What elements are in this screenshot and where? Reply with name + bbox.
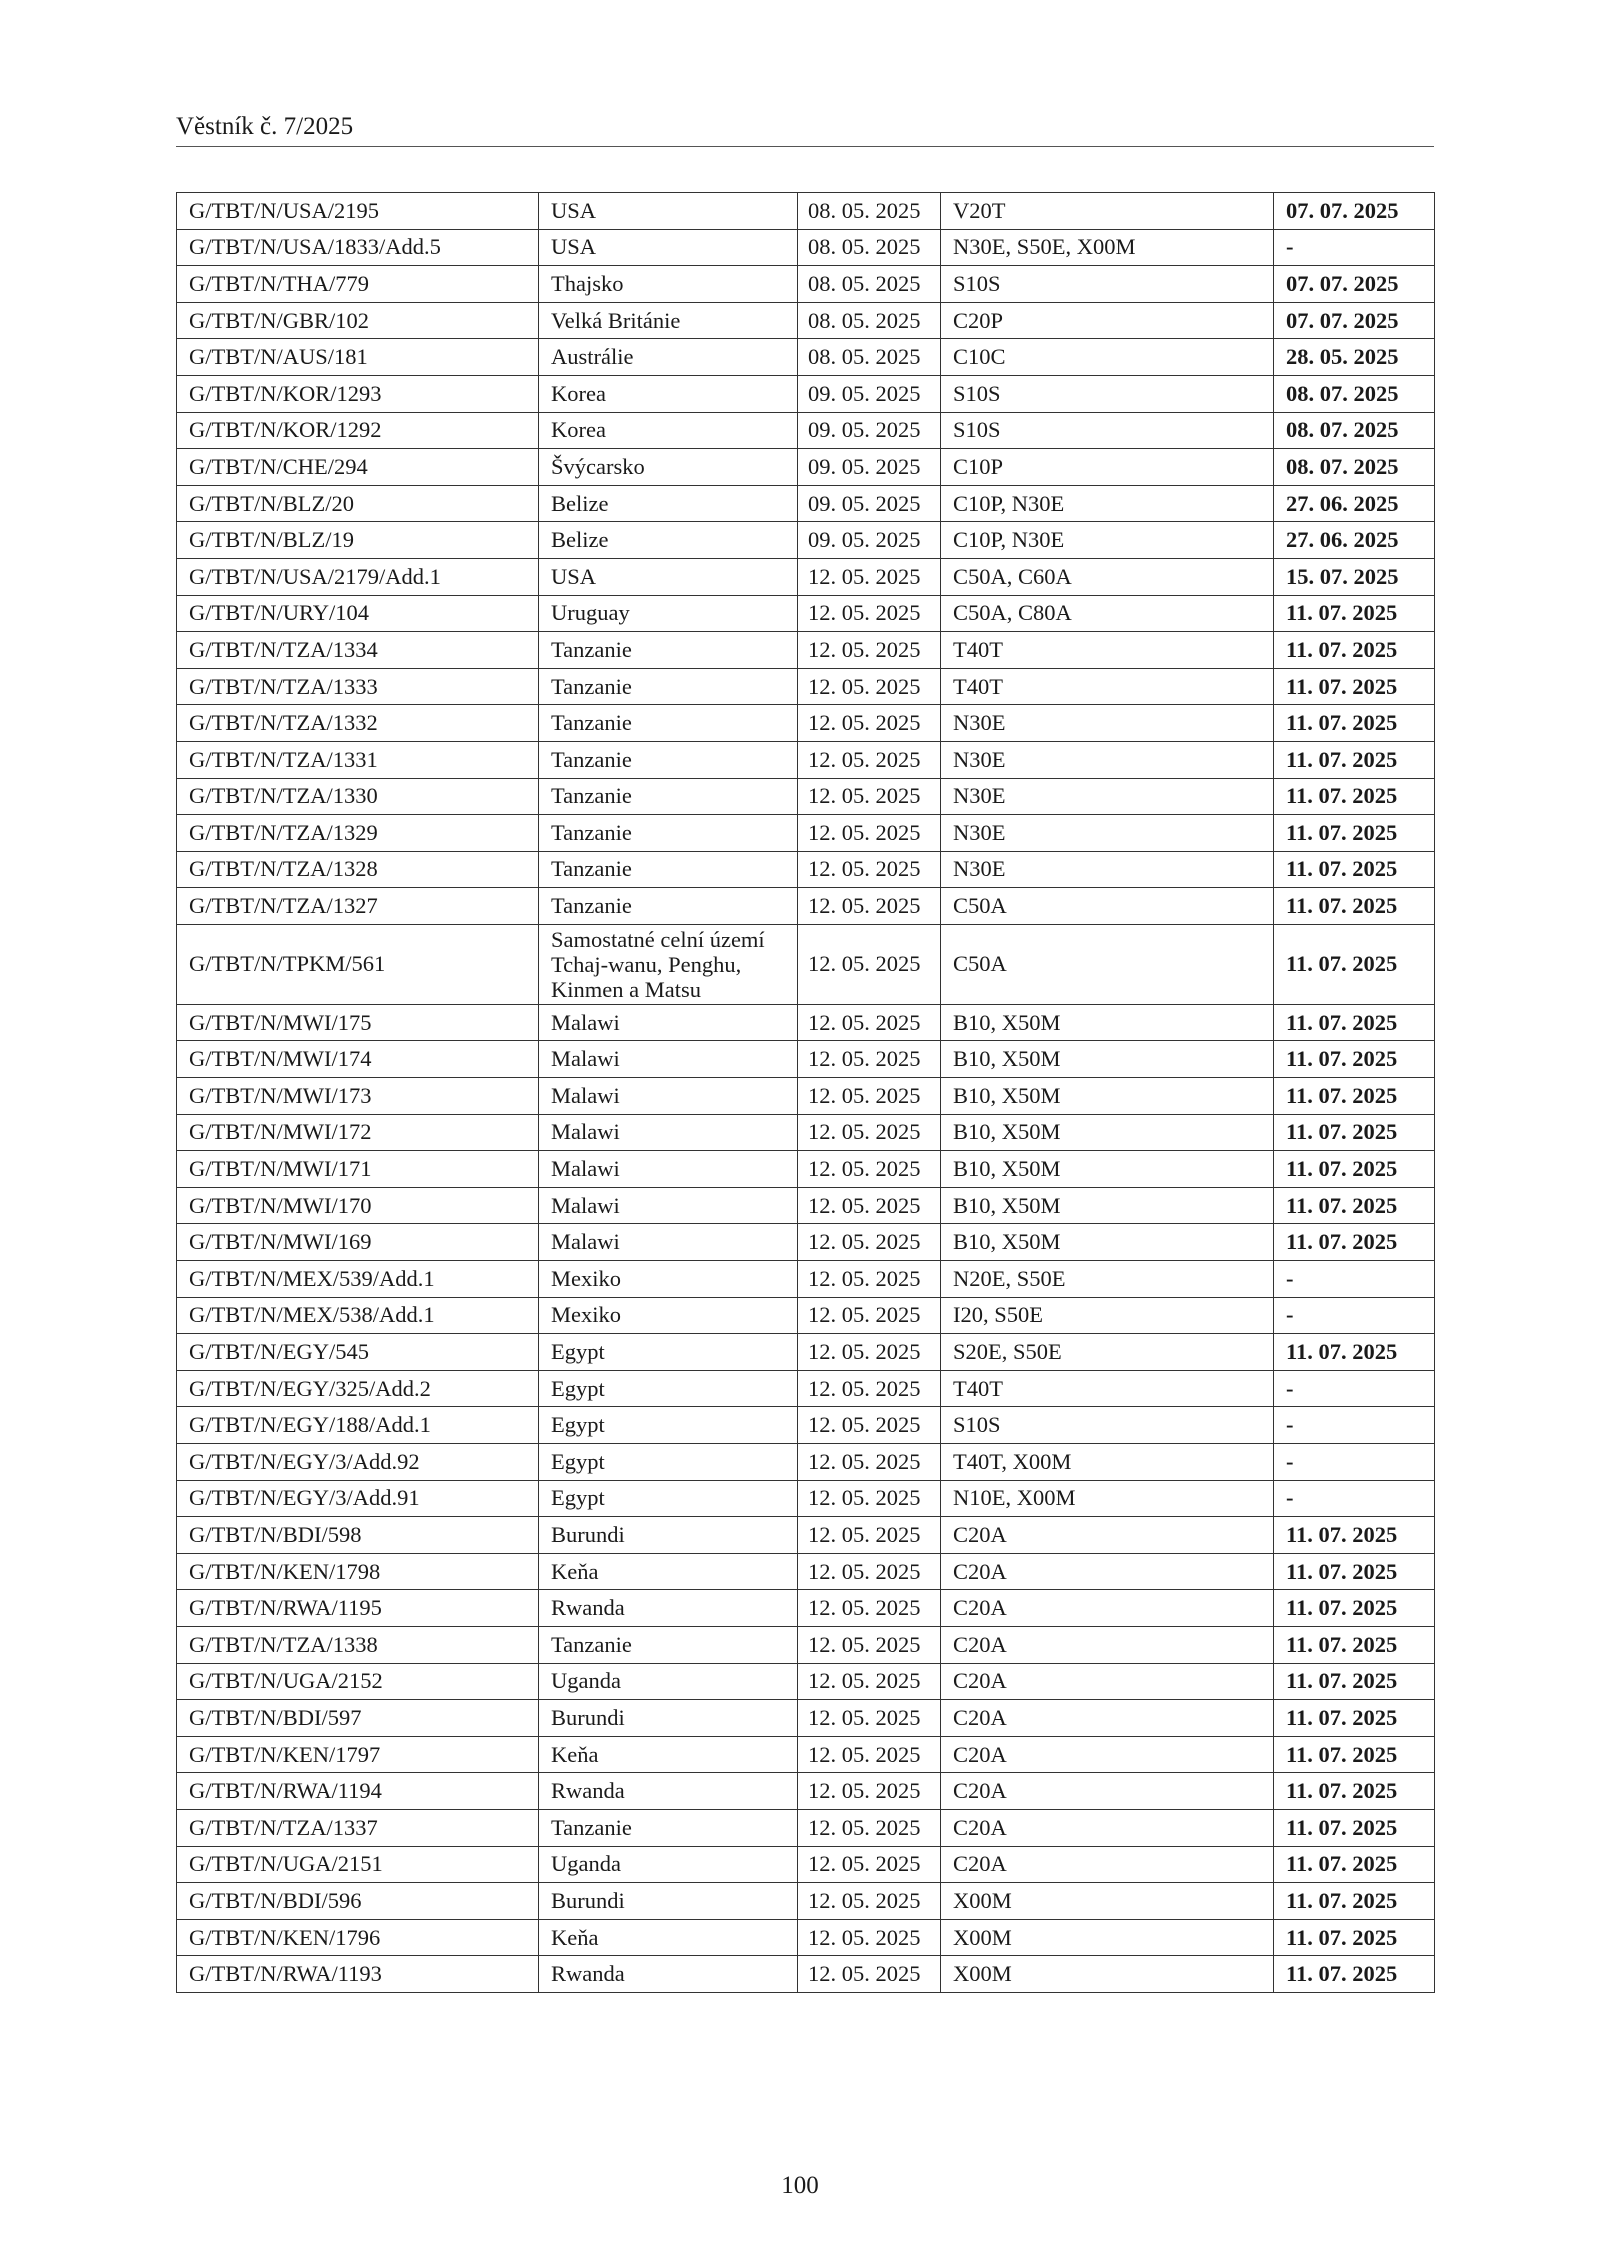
cell-symbol: G/TBT/N/MWI/171 xyxy=(177,1151,539,1188)
cell-date: 12. 05. 2025 xyxy=(798,1444,941,1481)
cell-deadline: 11. 07. 2025 xyxy=(1274,1773,1435,1810)
cell-country: Tanzanie xyxy=(539,632,798,669)
cell-country: Tanzanie xyxy=(539,1626,798,1663)
cell-country: Malawi xyxy=(539,1004,798,1041)
cell-codes: B10, X50M xyxy=(941,1004,1274,1041)
cell-codes: X00M xyxy=(941,1919,1274,1956)
cell-codes: C50A xyxy=(941,888,1274,925)
cell-date: 12. 05. 2025 xyxy=(798,1041,941,1078)
cell-deadline: 11. 07. 2025 xyxy=(1274,1626,1435,1663)
notifications-table xyxy=(176,192,1435,1993)
cell-country: USA xyxy=(539,558,798,595)
cell-deadline: 11. 07. 2025 xyxy=(1274,888,1435,925)
cell-country: Tanzanie xyxy=(539,851,798,888)
cell-symbol: G/TBT/N/TZA/1329 xyxy=(177,815,539,852)
cell-codes: X00M xyxy=(941,1956,1274,1993)
cell-codes: C20A xyxy=(941,1626,1274,1663)
cell-codes: N30E xyxy=(941,851,1274,888)
table-row xyxy=(177,924,1435,1004)
cell-date: 12. 05. 2025 xyxy=(798,1700,941,1737)
cell-codes: S10S xyxy=(941,375,1274,412)
cell-symbol: G/TBT/N/TZA/1331 xyxy=(177,741,539,778)
cell-country: Egypt xyxy=(539,1480,798,1517)
cell-codes: B10, X50M xyxy=(941,1041,1274,1078)
cell-country: Malawi xyxy=(539,1224,798,1261)
cell-country: Tanzanie xyxy=(539,815,798,852)
cell-country: Tanzanie xyxy=(539,778,798,815)
cell-codes: C20A xyxy=(941,1736,1274,1773)
cell-symbol: G/TBT/N/MWI/175 xyxy=(177,1004,539,1041)
cell-country: Belize xyxy=(539,485,798,522)
cell-date: 08. 05. 2025 xyxy=(798,193,941,230)
cell-date: 09. 05. 2025 xyxy=(798,522,941,559)
cell-date: 12. 05. 2025 xyxy=(798,1626,941,1663)
cell-date: 12. 05. 2025 xyxy=(798,815,941,852)
cell-date: 12. 05. 2025 xyxy=(798,1883,941,1920)
cell-symbol: G/TBT/N/CHE/294 xyxy=(177,449,539,486)
cell-country: Uganda xyxy=(539,1663,798,1700)
table-row xyxy=(177,558,1435,595)
cell-codes: S20E, S50E xyxy=(941,1334,1274,1371)
cell-symbol: G/TBT/N/MWI/172 xyxy=(177,1114,539,1151)
cell-date: 12. 05. 2025 xyxy=(798,1736,941,1773)
cell-deadline: 11. 07. 2025 xyxy=(1274,1517,1435,1554)
cell-symbol: G/TBT/N/BDI/597 xyxy=(177,1700,539,1737)
cell-country: Keňa xyxy=(539,1736,798,1773)
table-row xyxy=(177,1187,1435,1224)
cell-symbol: G/TBT/N/MEX/539/Add.1 xyxy=(177,1261,539,1298)
table-row xyxy=(177,1663,1435,1700)
header-divider xyxy=(176,146,1434,147)
cell-deadline: 11. 07. 2025 xyxy=(1274,1590,1435,1627)
cell-symbol: G/TBT/N/EGY/325/Add.2 xyxy=(177,1370,539,1407)
table-row xyxy=(177,1041,1435,1078)
cell-codes: S10S xyxy=(941,1407,1274,1444)
cell-codes: C20A xyxy=(941,1846,1274,1883)
table-row xyxy=(177,1883,1435,1920)
cell-deadline: 08. 07. 2025 xyxy=(1274,449,1435,486)
cell-date: 09. 05. 2025 xyxy=(798,412,941,449)
notifications-table-body xyxy=(177,193,1435,1993)
cell-codes: B10, X50M xyxy=(941,1224,1274,1261)
table-row xyxy=(177,888,1435,925)
cell-deadline: - xyxy=(1274,229,1435,266)
cell-symbol: G/TBT/N/THA/779 xyxy=(177,266,539,303)
cell-date: 12. 05. 2025 xyxy=(798,1846,941,1883)
cell-date: 09. 05. 2025 xyxy=(798,449,941,486)
table-row xyxy=(177,485,1435,522)
cell-country: Tanzanie xyxy=(539,668,798,705)
table-row xyxy=(177,668,1435,705)
cell-symbol: G/TBT/N/MWI/170 xyxy=(177,1187,539,1224)
cell-symbol: G/TBT/N/MWI/173 xyxy=(177,1078,539,1115)
cell-date: 12. 05. 2025 xyxy=(798,558,941,595)
cell-date: 12. 05. 2025 xyxy=(798,1919,941,1956)
cell-country: Thajsko xyxy=(539,266,798,303)
table-row xyxy=(177,1004,1435,1041)
table-row xyxy=(177,1407,1435,1444)
cell-codes: N30E xyxy=(941,815,1274,852)
cell-symbol: G/TBT/N/TZA/1334 xyxy=(177,632,539,669)
cell-country: Uruguay xyxy=(539,595,798,632)
cell-date: 08. 05. 2025 xyxy=(798,302,941,339)
cell-country: Keňa xyxy=(539,1553,798,1590)
cell-codes: B10, X50M xyxy=(941,1078,1274,1115)
cell-deadline: 11. 07. 2025 xyxy=(1274,705,1435,742)
cell-codes: C50A xyxy=(941,924,1274,1004)
table-row xyxy=(177,412,1435,449)
table-row xyxy=(177,1553,1435,1590)
table-row xyxy=(177,1480,1435,1517)
cell-deadline: - xyxy=(1274,1407,1435,1444)
cell-codes: C10P, N30E xyxy=(941,485,1274,522)
cell-deadline: 11. 07. 2025 xyxy=(1274,1078,1435,1115)
cell-date: 12. 05. 2025 xyxy=(798,1334,941,1371)
cell-deadline: - xyxy=(1274,1297,1435,1334)
table-row xyxy=(177,1224,1435,1261)
cell-deadline: 27. 06. 2025 xyxy=(1274,485,1435,522)
cell-country: Egypt xyxy=(539,1370,798,1407)
cell-symbol: G/TBT/N/EGY/188/Add.1 xyxy=(177,1407,539,1444)
cell-codes: C20A xyxy=(941,1663,1274,1700)
table-row xyxy=(177,1334,1435,1371)
table-row xyxy=(177,193,1435,230)
cell-date: 12. 05. 2025 xyxy=(798,1480,941,1517)
cell-date: 12. 05. 2025 xyxy=(798,1078,941,1115)
cell-date: 08. 05. 2025 xyxy=(798,339,941,376)
cell-symbol: G/TBT/N/EGY/3/Add.92 xyxy=(177,1444,539,1481)
cell-deadline: - xyxy=(1274,1480,1435,1517)
cell-date: 12. 05. 2025 xyxy=(798,595,941,632)
cell-country: Korea xyxy=(539,375,798,412)
cell-deadline: 11. 07. 2025 xyxy=(1274,1663,1435,1700)
cell-codes: I20, S50E xyxy=(941,1297,1274,1334)
cell-deadline: 11. 07. 2025 xyxy=(1274,1041,1435,1078)
cell-symbol: G/TBT/N/KEN/1797 xyxy=(177,1736,539,1773)
cell-deadline: 11. 07. 2025 xyxy=(1274,1736,1435,1773)
cell-symbol: G/TBT/N/MWI/169 xyxy=(177,1224,539,1261)
table-row xyxy=(177,522,1435,559)
table-row xyxy=(177,1151,1435,1188)
cell-country: Mexiko xyxy=(539,1261,798,1298)
cell-symbol: G/TBT/N/EGY/545 xyxy=(177,1334,539,1371)
cell-deadline: - xyxy=(1274,1261,1435,1298)
cell-date: 12. 05. 2025 xyxy=(798,1151,941,1188)
cell-date: 12. 05. 2025 xyxy=(798,1004,941,1041)
cell-deadline: 11. 07. 2025 xyxy=(1274,1700,1435,1737)
cell-date: 12. 05. 2025 xyxy=(798,1590,941,1627)
cell-symbol: G/TBT/N/KEN/1796 xyxy=(177,1919,539,1956)
cell-codes: C20A xyxy=(941,1553,1274,1590)
cell-country: Švýcarsko xyxy=(539,449,798,486)
cell-country: Tanzanie xyxy=(539,1809,798,1846)
cell-codes: S10S xyxy=(941,412,1274,449)
cell-deadline: 11. 07. 2025 xyxy=(1274,1224,1435,1261)
cell-country: Malawi xyxy=(539,1114,798,1151)
cell-deadline: 11. 07. 2025 xyxy=(1274,1919,1435,1956)
cell-date: 12. 05. 2025 xyxy=(798,1224,941,1261)
table-row xyxy=(177,1444,1435,1481)
cell-codes: B10, X50M xyxy=(941,1187,1274,1224)
cell-date: 12. 05. 2025 xyxy=(798,1114,941,1151)
cell-codes: C10P, N30E xyxy=(941,522,1274,559)
cell-codes: C20A xyxy=(941,1773,1274,1810)
cell-symbol: G/TBT/N/BLZ/19 xyxy=(177,522,539,559)
cell-country: Tanzanie xyxy=(539,741,798,778)
table-row xyxy=(177,1809,1435,1846)
table-row xyxy=(177,595,1435,632)
table-row xyxy=(177,1261,1435,1298)
cell-deadline: 07. 07. 2025 xyxy=(1274,266,1435,303)
cell-date: 12. 05. 2025 xyxy=(798,1663,941,1700)
cell-deadline: 07. 07. 2025 xyxy=(1274,302,1435,339)
cell-deadline: 15. 07. 2025 xyxy=(1274,558,1435,595)
cell-deadline: 27. 06. 2025 xyxy=(1274,522,1435,559)
cell-symbol: G/TBT/N/KOR/1293 xyxy=(177,375,539,412)
table-row xyxy=(177,815,1435,852)
cell-symbol: G/TBT/N/KOR/1292 xyxy=(177,412,539,449)
cell-codes: N10E, X00M xyxy=(941,1480,1274,1517)
table-row xyxy=(177,1919,1435,1956)
cell-country: Malawi xyxy=(539,1187,798,1224)
cell-country: Rwanda xyxy=(539,1590,798,1627)
cell-deadline: 11. 07. 2025 xyxy=(1274,1151,1435,1188)
cell-codes: C20A xyxy=(941,1517,1274,1554)
cell-deadline: 11. 07. 2025 xyxy=(1274,924,1435,1004)
cell-country: Egypt xyxy=(539,1407,798,1444)
cell-symbol: G/TBT/N/MEX/538/Add.1 xyxy=(177,1297,539,1334)
cell-deadline: 11. 07. 2025 xyxy=(1274,778,1435,815)
cell-codes: N30E, S50E, X00M xyxy=(941,229,1274,266)
cell-date: 12. 05. 2025 xyxy=(798,1297,941,1334)
cell-deadline: 11. 07. 2025 xyxy=(1274,595,1435,632)
cell-deadline: 11. 07. 2025 xyxy=(1274,815,1435,852)
page-number: 100 xyxy=(781,2172,819,2199)
cell-deadline: 11. 07. 2025 xyxy=(1274,1114,1435,1151)
cell-symbol: G/TBT/N/MWI/174 xyxy=(177,1041,539,1078)
cell-country: Austrálie xyxy=(539,339,798,376)
cell-deadline: 11. 07. 2025 xyxy=(1274,1956,1435,1993)
cell-codes: C20A xyxy=(941,1590,1274,1627)
table-row xyxy=(177,266,1435,303)
cell-symbol: G/TBT/N/UGA/2151 xyxy=(177,1846,539,1883)
cell-codes: C20A xyxy=(941,1700,1274,1737)
table-row xyxy=(177,375,1435,412)
table-row xyxy=(177,1370,1435,1407)
cell-codes: S10S xyxy=(941,266,1274,303)
cell-date: 12. 05. 2025 xyxy=(798,1553,941,1590)
cell-deadline: 11. 07. 2025 xyxy=(1274,1809,1435,1846)
cell-date: 12. 05. 2025 xyxy=(798,1809,941,1846)
cell-symbol: G/TBT/N/RWA/1195 xyxy=(177,1590,539,1627)
cell-codes: N30E xyxy=(941,705,1274,742)
cell-country: Malawi xyxy=(539,1041,798,1078)
cell-codes: V20T xyxy=(941,193,1274,230)
cell-country: Egypt xyxy=(539,1444,798,1481)
cell-date: 12. 05. 2025 xyxy=(798,1261,941,1298)
cell-symbol: G/TBT/N/EGY/3/Add.91 xyxy=(177,1480,539,1517)
cell-country: Burundi xyxy=(539,1517,798,1554)
cell-country: Malawi xyxy=(539,1078,798,1115)
table-row xyxy=(177,302,1435,339)
cell-codes: C50A, C80A xyxy=(941,595,1274,632)
cell-date: 12. 05. 2025 xyxy=(798,1517,941,1554)
cell-symbol: G/TBT/N/RWA/1194 xyxy=(177,1773,539,1810)
cell-symbol: G/TBT/N/TZA/1337 xyxy=(177,1809,539,1846)
cell-symbol: G/TBT/N/USA/2179/Add.1 xyxy=(177,558,539,595)
page-header-title: Věstník č. 7/2025 xyxy=(176,113,354,140)
cell-codes: C50A, C60A xyxy=(941,558,1274,595)
cell-symbol: G/TBT/N/UGA/2152 xyxy=(177,1663,539,1700)
table-row xyxy=(177,1626,1435,1663)
cell-date: 12. 05. 2025 xyxy=(798,1773,941,1810)
cell-codes: N20E, S50E xyxy=(941,1261,1274,1298)
cell-country: Keňa xyxy=(539,1919,798,1956)
cell-deadline: - xyxy=(1274,1370,1435,1407)
cell-date: 08. 05. 2025 xyxy=(798,229,941,266)
cell-codes: B10, X50M xyxy=(941,1114,1274,1151)
cell-deadline: 28. 05. 2025 xyxy=(1274,339,1435,376)
cell-date: 12. 05. 2025 xyxy=(798,1956,941,1993)
table-row xyxy=(177,1590,1435,1627)
cell-country: Samostatné celní území Tchaj-wanu, Penghu, Kinmen a Matsu xyxy=(539,924,798,1004)
cell-deadline: 11. 07. 2025 xyxy=(1274,741,1435,778)
cell-deadline: 11. 07. 2025 xyxy=(1274,1187,1435,1224)
table-row xyxy=(177,1700,1435,1737)
cell-codes: C20P xyxy=(941,302,1274,339)
cell-codes: T40T xyxy=(941,632,1274,669)
table-row xyxy=(177,778,1435,815)
table-row xyxy=(177,1736,1435,1773)
cell-date: 12. 05. 2025 xyxy=(798,668,941,705)
cell-date: 08. 05. 2025 xyxy=(798,266,941,303)
cell-date: 12. 05. 2025 xyxy=(798,741,941,778)
cell-codes: C10P xyxy=(941,449,1274,486)
cell-country: Korea xyxy=(539,412,798,449)
cell-symbol: G/TBT/N/URY/104 xyxy=(177,595,539,632)
cell-date: 12. 05. 2025 xyxy=(798,1370,941,1407)
cell-country: Egypt xyxy=(539,1334,798,1371)
cell-date: 12. 05. 2025 xyxy=(798,778,941,815)
cell-deadline: 08. 07. 2025 xyxy=(1274,412,1435,449)
cell-country: Burundi xyxy=(539,1883,798,1920)
cell-date: 12. 05. 2025 xyxy=(798,924,941,1004)
table-row xyxy=(177,632,1435,669)
cell-codes: T40T, X00M xyxy=(941,1444,1274,1481)
table-row xyxy=(177,1517,1435,1554)
table-row xyxy=(177,1297,1435,1334)
cell-codes: T40T xyxy=(941,1370,1274,1407)
cell-codes: X00M xyxy=(941,1883,1274,1920)
cell-date: 12. 05. 2025 xyxy=(798,1187,941,1224)
cell-symbol: G/TBT/N/TPKM/561 xyxy=(177,924,539,1004)
cell-date: 12. 05. 2025 xyxy=(798,1407,941,1444)
cell-symbol: G/TBT/N/TZA/1328 xyxy=(177,851,539,888)
cell-date: 12. 05. 2025 xyxy=(798,851,941,888)
cell-country: Belize xyxy=(539,522,798,559)
cell-symbol: G/TBT/N/BDI/596 xyxy=(177,1883,539,1920)
table-row xyxy=(177,1956,1435,1993)
cell-deadline: 11. 07. 2025 xyxy=(1274,1883,1435,1920)
table-row xyxy=(177,1114,1435,1151)
cell-symbol: G/TBT/N/USA/2195 xyxy=(177,193,539,230)
cell-deadline: 07. 07. 2025 xyxy=(1274,193,1435,230)
cell-deadline: 08. 07. 2025 xyxy=(1274,375,1435,412)
cell-codes: C20A xyxy=(941,1809,1274,1846)
table-row xyxy=(177,1773,1435,1810)
cell-country: Rwanda xyxy=(539,1773,798,1810)
cell-symbol: G/TBT/N/KEN/1798 xyxy=(177,1553,539,1590)
cell-symbol: G/TBT/N/TZA/1327 xyxy=(177,888,539,925)
table-row xyxy=(177,229,1435,266)
cell-deadline: - xyxy=(1274,1444,1435,1481)
cell-country: USA xyxy=(539,193,798,230)
cell-symbol: G/TBT/N/TZA/1338 xyxy=(177,1626,539,1663)
cell-codes: N30E xyxy=(941,778,1274,815)
cell-country: Tanzanie xyxy=(539,888,798,925)
cell-deadline: 11. 07. 2025 xyxy=(1274,851,1435,888)
cell-date: 09. 05. 2025 xyxy=(798,485,941,522)
cell-country: Uganda xyxy=(539,1846,798,1883)
cell-country: Mexiko xyxy=(539,1297,798,1334)
cell-date: 12. 05. 2025 xyxy=(798,705,941,742)
table-row xyxy=(177,741,1435,778)
cell-codes: N30E xyxy=(941,741,1274,778)
table-row xyxy=(177,851,1435,888)
cell-deadline: 11. 07. 2025 xyxy=(1274,1553,1435,1590)
cell-deadline: 11. 07. 2025 xyxy=(1274,1846,1435,1883)
cell-country: Burundi xyxy=(539,1700,798,1737)
cell-codes: T40T xyxy=(941,668,1274,705)
table-row xyxy=(177,449,1435,486)
cell-country: Velká Británie xyxy=(539,302,798,339)
cell-symbol: G/TBT/N/BLZ/20 xyxy=(177,485,539,522)
table-row xyxy=(177,705,1435,742)
table-row xyxy=(177,339,1435,376)
cell-country: Tanzanie xyxy=(539,705,798,742)
cell-symbol: G/TBT/N/TZA/1332 xyxy=(177,705,539,742)
cell-symbol: G/TBT/N/GBR/102 xyxy=(177,302,539,339)
cell-date: 12. 05. 2025 xyxy=(798,632,941,669)
cell-deadline: 11. 07. 2025 xyxy=(1274,1334,1435,1371)
table-row xyxy=(177,1078,1435,1115)
cell-deadline: 11. 07. 2025 xyxy=(1274,1004,1435,1041)
cell-date: 09. 05. 2025 xyxy=(798,375,941,412)
cell-symbol: G/TBT/N/TZA/1330 xyxy=(177,778,539,815)
cell-deadline: 11. 07. 2025 xyxy=(1274,668,1435,705)
cell-symbol: G/TBT/N/USA/1833/Add.5 xyxy=(177,229,539,266)
cell-symbol: G/TBT/N/TZA/1333 xyxy=(177,668,539,705)
cell-country: USA xyxy=(539,229,798,266)
cell-symbol: G/TBT/N/RWA/1193 xyxy=(177,1956,539,1993)
cell-country: Rwanda xyxy=(539,1956,798,1993)
cell-codes: C10C xyxy=(941,339,1274,376)
cell-country: Malawi xyxy=(539,1151,798,1188)
cell-deadline: 11. 07. 2025 xyxy=(1274,632,1435,669)
cell-codes: B10, X50M xyxy=(941,1151,1274,1188)
cell-symbol: G/TBT/N/BDI/598 xyxy=(177,1517,539,1554)
cell-date: 12. 05. 2025 xyxy=(798,888,941,925)
table-row xyxy=(177,1846,1435,1883)
cell-symbol: G/TBT/N/AUS/181 xyxy=(177,339,539,376)
